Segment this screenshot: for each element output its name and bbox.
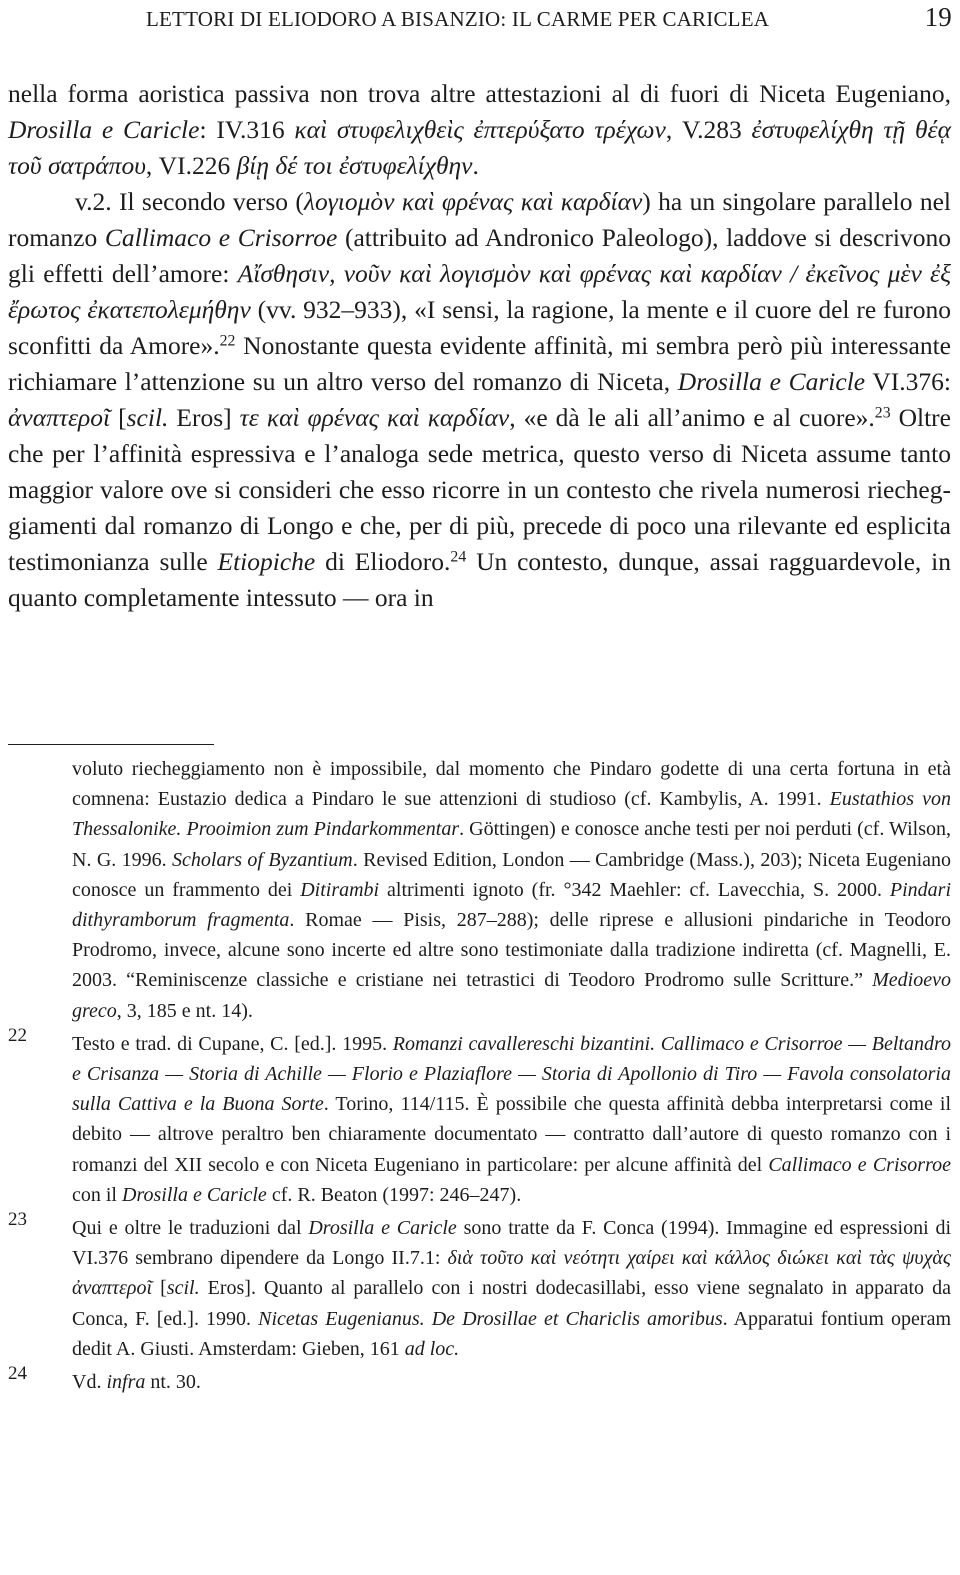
- text-run: , «e dà le ali all’animo e al cuore».: [509, 403, 875, 432]
- footnote-continuation: [8, 754, 951, 1026]
- italic-run: Ditirambi: [300, 878, 380, 901]
- text-run: cf. R. Beaton (1997: 246–247).: [266, 1183, 522, 1206]
- greek-quote: Αἴσθησιν, νοῦν καὶ λογισμὸν καὶ φρένας καὶ καρδίαν / ἐκεῖνος μὲν ἐξ ἔρωτος ἐκατεπολεμήθην: [8, 259, 952, 324]
- footnote-24: [8, 1363, 951, 1397]
- footnote-number: [8, 746, 72, 1018]
- greek-quote: διὰ τοῦτο καὶ νεότητι χαίρει καὶ κάλλος διώκει καὶ τὰς ψυχὰς ἀναπτεροῖ: [72, 1247, 951, 1300]
- greek-quote: τε καὶ φρένας καὶ καρδίαν: [239, 403, 510, 432]
- footnote-ref-24[interactable]: 24: [450, 548, 467, 566]
- footnote-separator: [8, 744, 214, 745]
- italic-run: Drosilla e Caricle: [8, 115, 200, 144]
- text-run: Vd.: [72, 1371, 107, 1394]
- page-number: 19: [924, 2, 952, 32]
- italic-run: Nicetas Eugenianus. De Drosillae et Chariclis amoribus: [258, 1307, 723, 1330]
- footnotes: [8, 754, 951, 1397]
- text-run: . Revised Edition, London — Cambridge (Mass.), 203); Niceta Eugeniano conosce un frammento dei: [72, 848, 952, 901]
- footnote-ref-23[interactable]: 23: [874, 404, 891, 422]
- text-run: sono tratte da F. Conca (1994). Immagine ed espressioni di VI.376 sembrano dipendere da Longo II.7.1:: [72, 1217, 951, 1270]
- italic-run: Eustathios von Thessalonike. Prooimion zum Pindarkommentar: [72, 788, 951, 841]
- text-run: ) ha un singolare parallelo nel romanzo: [8, 187, 951, 252]
- italic-run: Romanzi cavallereschi bizantini. Callimaco e Crisorroe — Beltandro e Crisanza — Storia di Achille — Florio e Plaziaflore — Storia di Apollonio di Tiro — Favola consolatoria sulla Cattiva e la Buona Sorte: [72, 1032, 951, 1116]
- text-run: Eros]. Quanto al parallelo con i nostri dodecasillabi, esso viene segnalato in apparato da Conca, F. [ed.]. 1990.: [72, 1277, 951, 1330]
- italic-run: Drosilla e Caricle: [308, 1217, 457, 1240]
- italic-run: Etiopiche: [217, 547, 316, 576]
- footnote-number: 22: [8, 1024, 27, 1046]
- italic-run: scil.: [166, 1277, 200, 1300]
- text-run: VI.376:: [865, 367, 951, 396]
- italic-run: Medioevo greco: [72, 969, 951, 1022]
- text-run: Nonostante questa evidente affinità, mi sembra però più interessante richiamare l’attenzione su un altro verso del romanzo di Niceta,: [8, 331, 951, 396]
- text-run: , V.283: [665, 115, 752, 144]
- text-run: (attribuito ad Andronico Paleologo), laddove si descrivono gli effetti dell’amore:: [8, 223, 951, 288]
- text-run: . Göttingen) e conosce anche testi per noi perduti (cf. Wilson, N. G. 1996.: [72, 818, 951, 871]
- text-run: altrimenti ignoto (fr. °342 Maehler: cf. Lavecchia, S. 2000.: [379, 878, 890, 901]
- greek-quote: ἐστυφελίχθη τῇ θέᾳ τοῦ σατράπου: [8, 115, 951, 180]
- text-run: voluto riecheggiamento non è impossibile, dal momento che Pindaro godette di una certa fortuna in età comnena: Eustazio dedica a Pindaro le sue attenzioni di studioso (cf. Kambylis, A. 1991.: [72, 758, 951, 811]
- text-run: [: [152, 1277, 167, 1300]
- text-run: : IV.316: [199, 115, 295, 144]
- footnote-text: [72, 1213, 951, 1364]
- text-run: , 3, 185 e nt. 14).: [116, 999, 253, 1022]
- footnote-number: 23: [8, 1209, 27, 1231]
- italic-run: infra: [106, 1371, 146, 1394]
- text-run: [: [110, 403, 127, 432]
- text-run: nt. 30.: [145, 1371, 201, 1394]
- greek-quote: καὶ στυφελιχθεὶς ἐπτερύξατο τρέχων: [294, 115, 666, 144]
- footnote-text: [72, 1367, 951, 1397]
- text-run: (vv. 932–933), «I sensi, la ragione, la mente e il cuore del re furono sconfitti da Amore».: [8, 295, 951, 360]
- text-run: nella forma aoristica passiva non trova altre attestazioni al di fuori di Niceta Eugeniano,: [8, 79, 951, 108]
- text-run: Oltre che per l’affinità espressiva e l’analoga sede metrica, questo verso di Niceta assume tanto maggior valore ove si consideri che esso ricorre in un contesto che rivela numerosi riecheggiamenti dal romanzo di Longo e che, per di più, precede di poco una rilevante ed esplicita testimonianza sulle: [8, 403, 951, 576]
- text-run: v.2. Il secondo verso (: [75, 187, 304, 216]
- footnote-22: [8, 1024, 952, 1210]
- text-run: Qui e oltre le traduzioni dal: [72, 1217, 309, 1240]
- text-run: .: [472, 151, 479, 180]
- text-run: . Apparatui fontium operam dedit A. Giusti. Amsterdam: Gieben, 161: [72, 1307, 952, 1360]
- text-run: con il: [72, 1183, 122, 1206]
- footnote-text: [72, 754, 951, 1026]
- italic-run: Callimaco e Crisorroe: [104, 223, 338, 252]
- text-run: Un contesto, dunque, assai ragguardevole, in quanto completamente intessuto — ora in: [8, 547, 951, 612]
- text-run: , VI.226: [145, 151, 237, 180]
- paragraph-1: [8, 76, 951, 184]
- running-title: LETTORI DI ELIODORO A BISANZIO: IL CARME PER CARICLEA: [146, 7, 770, 31]
- text-run: . Romae — Pisis, 287–288); delle riprese e allusioni pindariche in Teodoro Prodromo, invece, alcune sono incerte ed altre sono testimoniate dalla tradizione indiretta (cf. Magnelli, E. 2003. “Reminiscenze classiche e cristiane nei tetrastici di Teodoro Prodromo sulle Scritture.”: [72, 909, 951, 992]
- greek-quote: βίῃ δέ τοι ἐστυφελίχθην: [236, 151, 473, 180]
- italic-run: Callimaco e Crisorroe: [768, 1153, 951, 1176]
- italic-run: Pindari dithyramborum fragmenta: [72, 878, 952, 932]
- main-text: [8, 76, 951, 616]
- footnote-ref-22[interactable]: 22: [219, 332, 236, 350]
- text-run: . Torino, 114/115. È possibile che questa affinità debba interpretarsi come il debito — altrove peraltro ben chiaramente documentato — contratto dall’autore di questo romanzo con i romanzi del XII secolo e con Niceta Eugeniano in particolare: per alcune affinità del: [72, 1093, 952, 1176]
- footnote-number: 24: [8, 1363, 27, 1385]
- greek-quote: λογιομὸν καὶ φρένας καὶ καρδίαν: [303, 187, 643, 216]
- running-header: [146, 2, 952, 32]
- text-run: di Eliodoro.: [315, 547, 451, 576]
- italic-run: ad loc.: [404, 1337, 460, 1360]
- text-run: Eros]: [168, 403, 240, 432]
- italic-run: Drosilla e Caricle: [122, 1183, 267, 1206]
- greek-quote: ἀναπτεροῖ: [8, 403, 111, 432]
- footnote-23: [8, 1209, 952, 1364]
- italic-run: Scholars of Byzantium: [172, 848, 353, 871]
- paragraph-2: [8, 184, 951, 616]
- italic-run: Drosilla e Caricle: [677, 367, 866, 396]
- text-run: Testo e trad. di Cupane, C. [ed.]. 1995.: [72, 1032, 393, 1055]
- footnote-text: [72, 1029, 951, 1210]
- italic-run: scil.: [126, 403, 169, 432]
